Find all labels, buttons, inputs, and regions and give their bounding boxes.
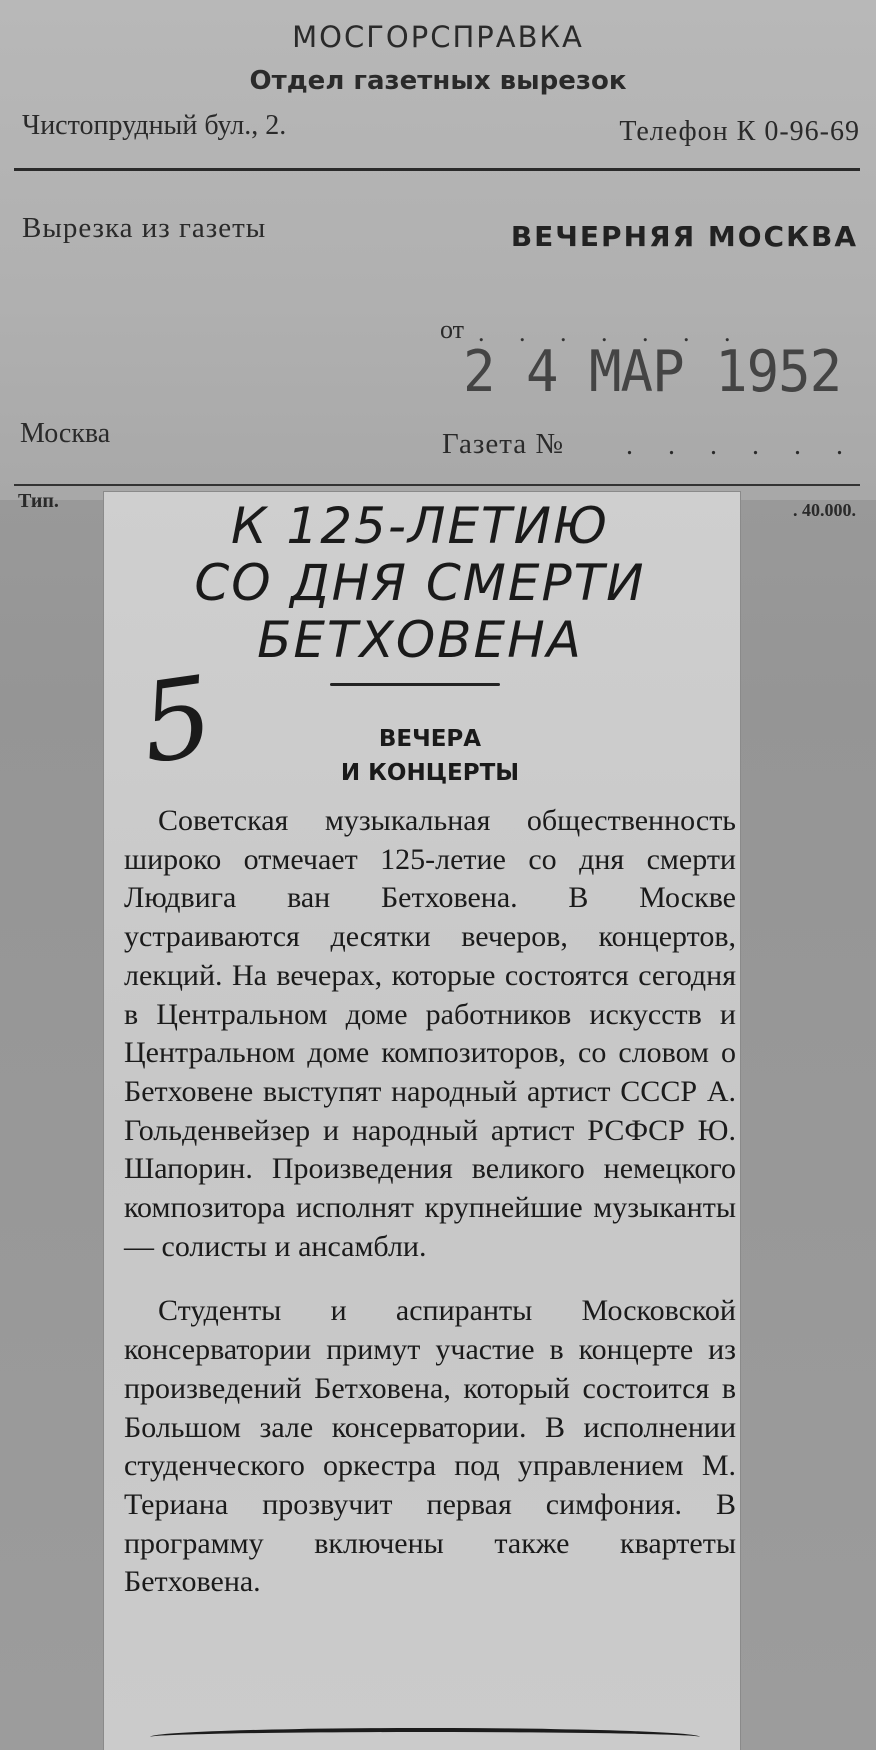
organization-name: МОСГОРСПРАВКА	[292, 20, 584, 54]
headline-line: К 125-ЛЕТИЮ	[231, 497, 609, 555]
headline	[0, 498, 840, 669]
date-prefix: от	[440, 315, 465, 344]
headline-line: БЕТХОВЕНА	[257, 611, 583, 669]
newspaper-name: ВЕЧЕРНЯЯ МОСКВА	[510, 220, 858, 253]
issue-number-label: Газета №	[442, 428, 565, 460]
article-paragraph: Советская музыкальная общественность широко отмечает 125-летие со дня смерти Людвига ван Бетховена. В Москве устраиваются десятки вечеров, концертов, лекций. На вечерах, которые состоятся сегодня в Центральном доме работников искусств и Центральном доме композиторов, со словом о Бетховене выступят народный артист СССР А. Гольденвейзер и народный артист РСФСР Ю. Шапорин. Произведения великого немецкого композитора исполнят крупнейшие музыканты — солисты и ансамбли.	[124, 804, 736, 1263]
clipping-source-label: Вырезка из газеты	[22, 212, 267, 244]
date-dots: . . . . . . .	[478, 318, 745, 347]
date-stamp: 2 4 МАР 1952	[463, 338, 842, 405]
circulation: . 40.000.	[793, 500, 856, 520]
department-name: Отдел газетных вырезок	[249, 66, 627, 96]
phone-number: Телефон К 0-96-69	[619, 116, 860, 147]
subheading	[280, 722, 580, 790]
issue-number-dots: . . . . . .	[626, 430, 857, 461]
bottom-ornament	[150, 1728, 700, 1746]
subheading-line: И КОНЦЕРТЫ	[340, 760, 520, 786]
headline-divider	[330, 683, 500, 686]
header-divider	[14, 168, 860, 171]
typography-label: Тип.	[18, 490, 59, 512]
handwritten-number: 5	[133, 651, 221, 789]
subheading-line: ВЕЧЕРА	[378, 726, 482, 752]
address: Чистопрудный бул., 2.	[22, 110, 287, 141]
form-bottom-divider	[14, 484, 860, 486]
city-label: Москва	[20, 418, 111, 449]
headline-line: СО ДНЯ СМЕРТИ	[194, 554, 646, 612]
article-body	[124, 802, 736, 1602]
article-paragraph: Студенты и аспиранты Московской консерватории примут участие в концерте из произведений Бетховена, который состоится в Большом зале консерватории. В исполнении студенческого оркестра под управлением М. Териана прозвучит первая симфония. В программу включены также квартеты Бетховена.	[124, 1294, 736, 1599]
